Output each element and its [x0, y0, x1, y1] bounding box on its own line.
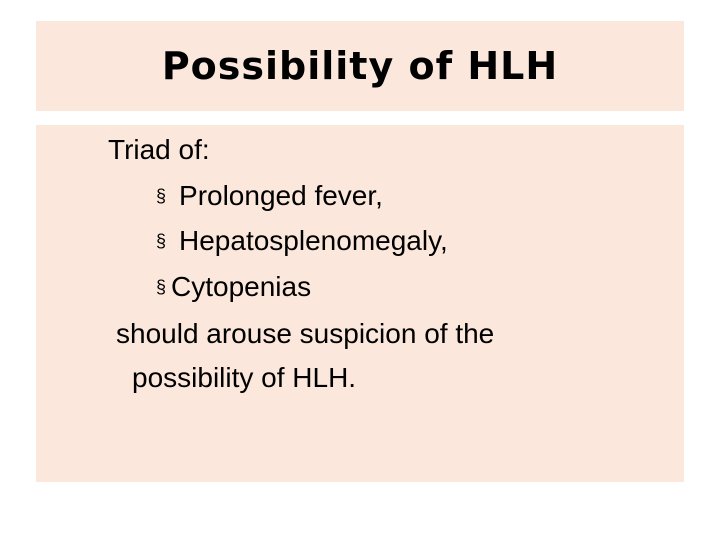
intro-text: Triad of:: [108, 134, 210, 165]
conclusion-text-line-2: possibility of HLH.: [132, 362, 357, 393]
title-panel: [36, 21, 684, 111]
bullet-marker-icon: §: [156, 277, 167, 297]
bullet-item: [156, 270, 311, 304]
bullet-marker-icon: §: [156, 231, 167, 251]
bullet-text: Prolonged fever,: [179, 180, 383, 211]
bullet-text: Cytopenias: [171, 271, 312, 302]
slide-title: Possibility of HLH: [161, 44, 559, 88]
conclusion-text-line-1: should arouse suspicion of the: [116, 318, 495, 349]
bullet-text: Hepatosplenomegaly,: [179, 225, 448, 256]
bullet-item: [156, 179, 383, 213]
content-panel: [36, 125, 684, 482]
bullet-marker-icon: §: [156, 186, 167, 206]
bullet-item: [156, 224, 448, 258]
